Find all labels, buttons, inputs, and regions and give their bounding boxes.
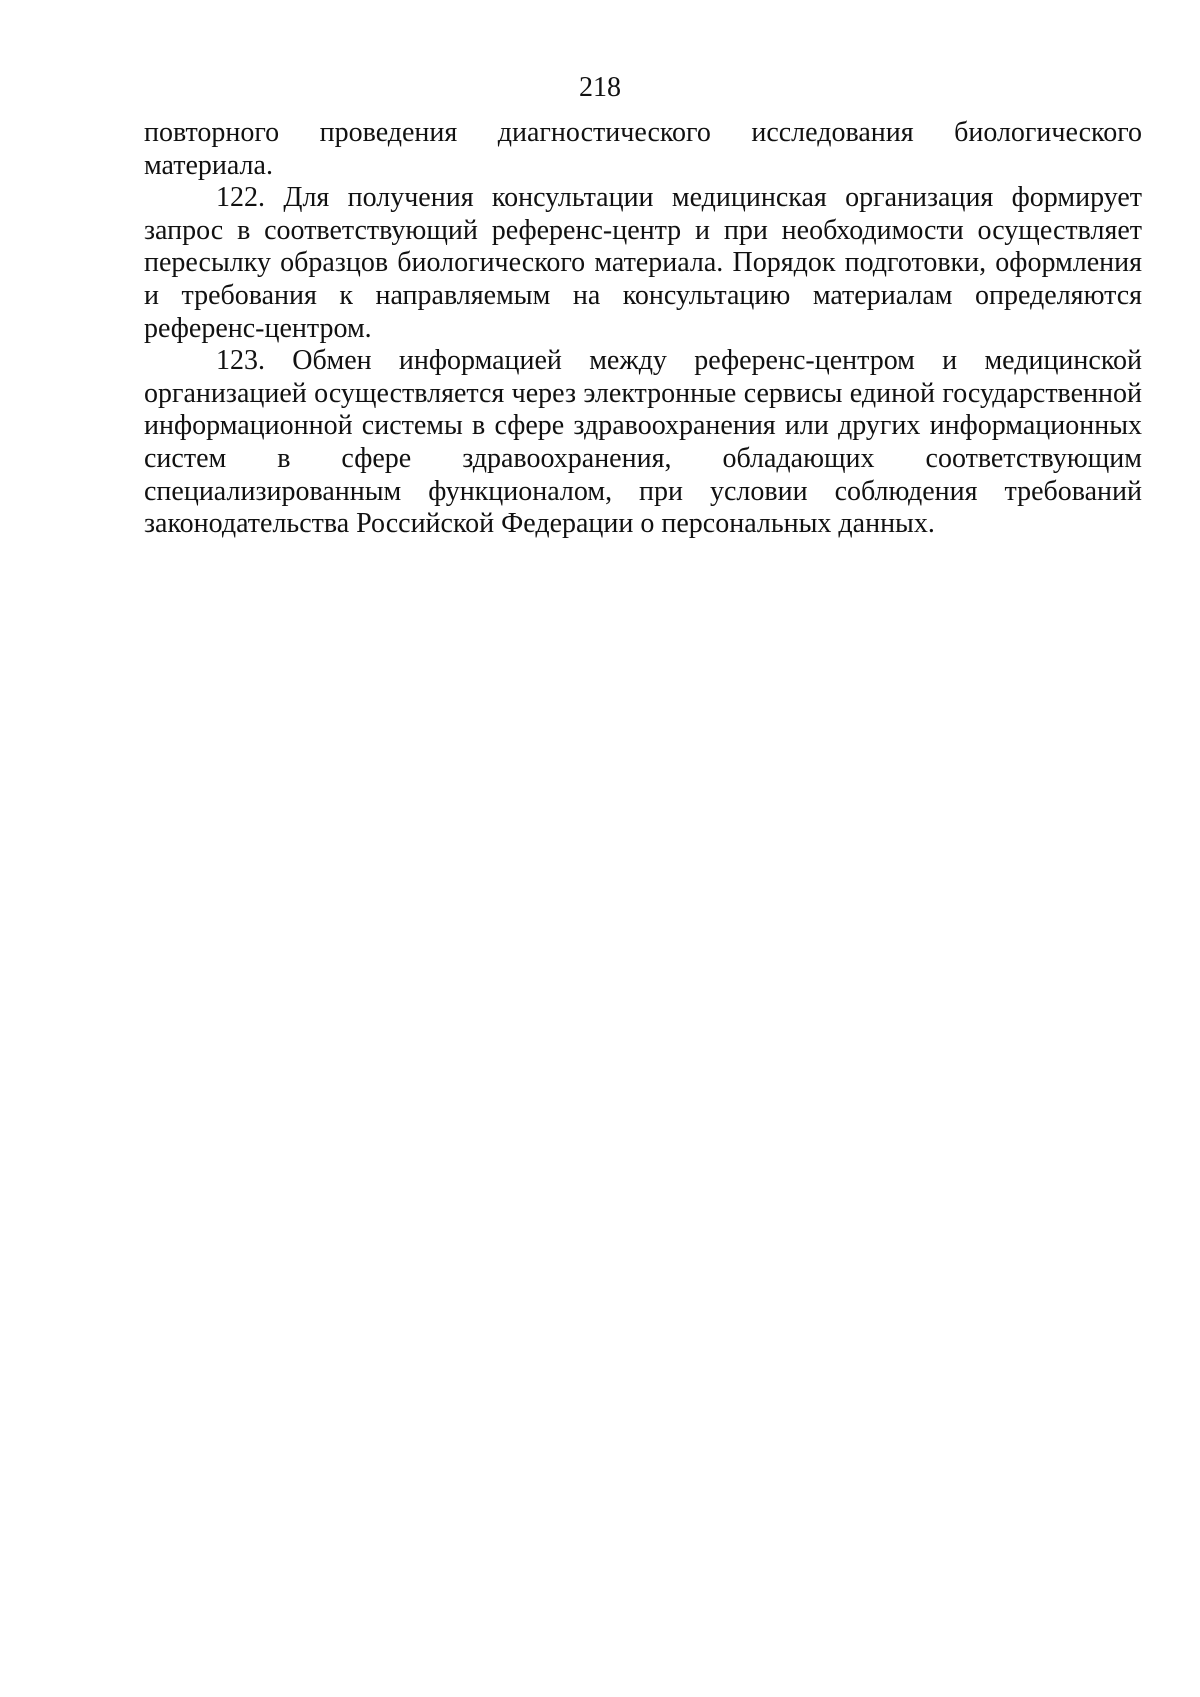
document-body xyxy=(144,117,1142,541)
paragraph-122: 122. Для получения консультации медицинская организация формирует запрос в соответствующий референс-центр и при необходимости осуществляет пересылку образцов биологического материала. Порядок подготовки, оформления и требования к направляемым на консультацию материалам определяются референс-центром. xyxy=(144,182,1142,344)
paragraph-123: 123. Обмен информацией между референс-центром и медицинской организацией осуществляется через электронные сервисы единой государственной информационной системы в сфере здравоохранения или других информационных систем в сфере здравоохранения, обладающих соответствующим специализированным функционалом, при условии соблюдения требований законодательства Российской Федерации о персональных данных. xyxy=(144,345,1142,540)
paragraph-continuation: повторного проведения диагностического исследования биологического материала. xyxy=(144,117,1142,181)
page-number: 218 xyxy=(579,72,621,103)
